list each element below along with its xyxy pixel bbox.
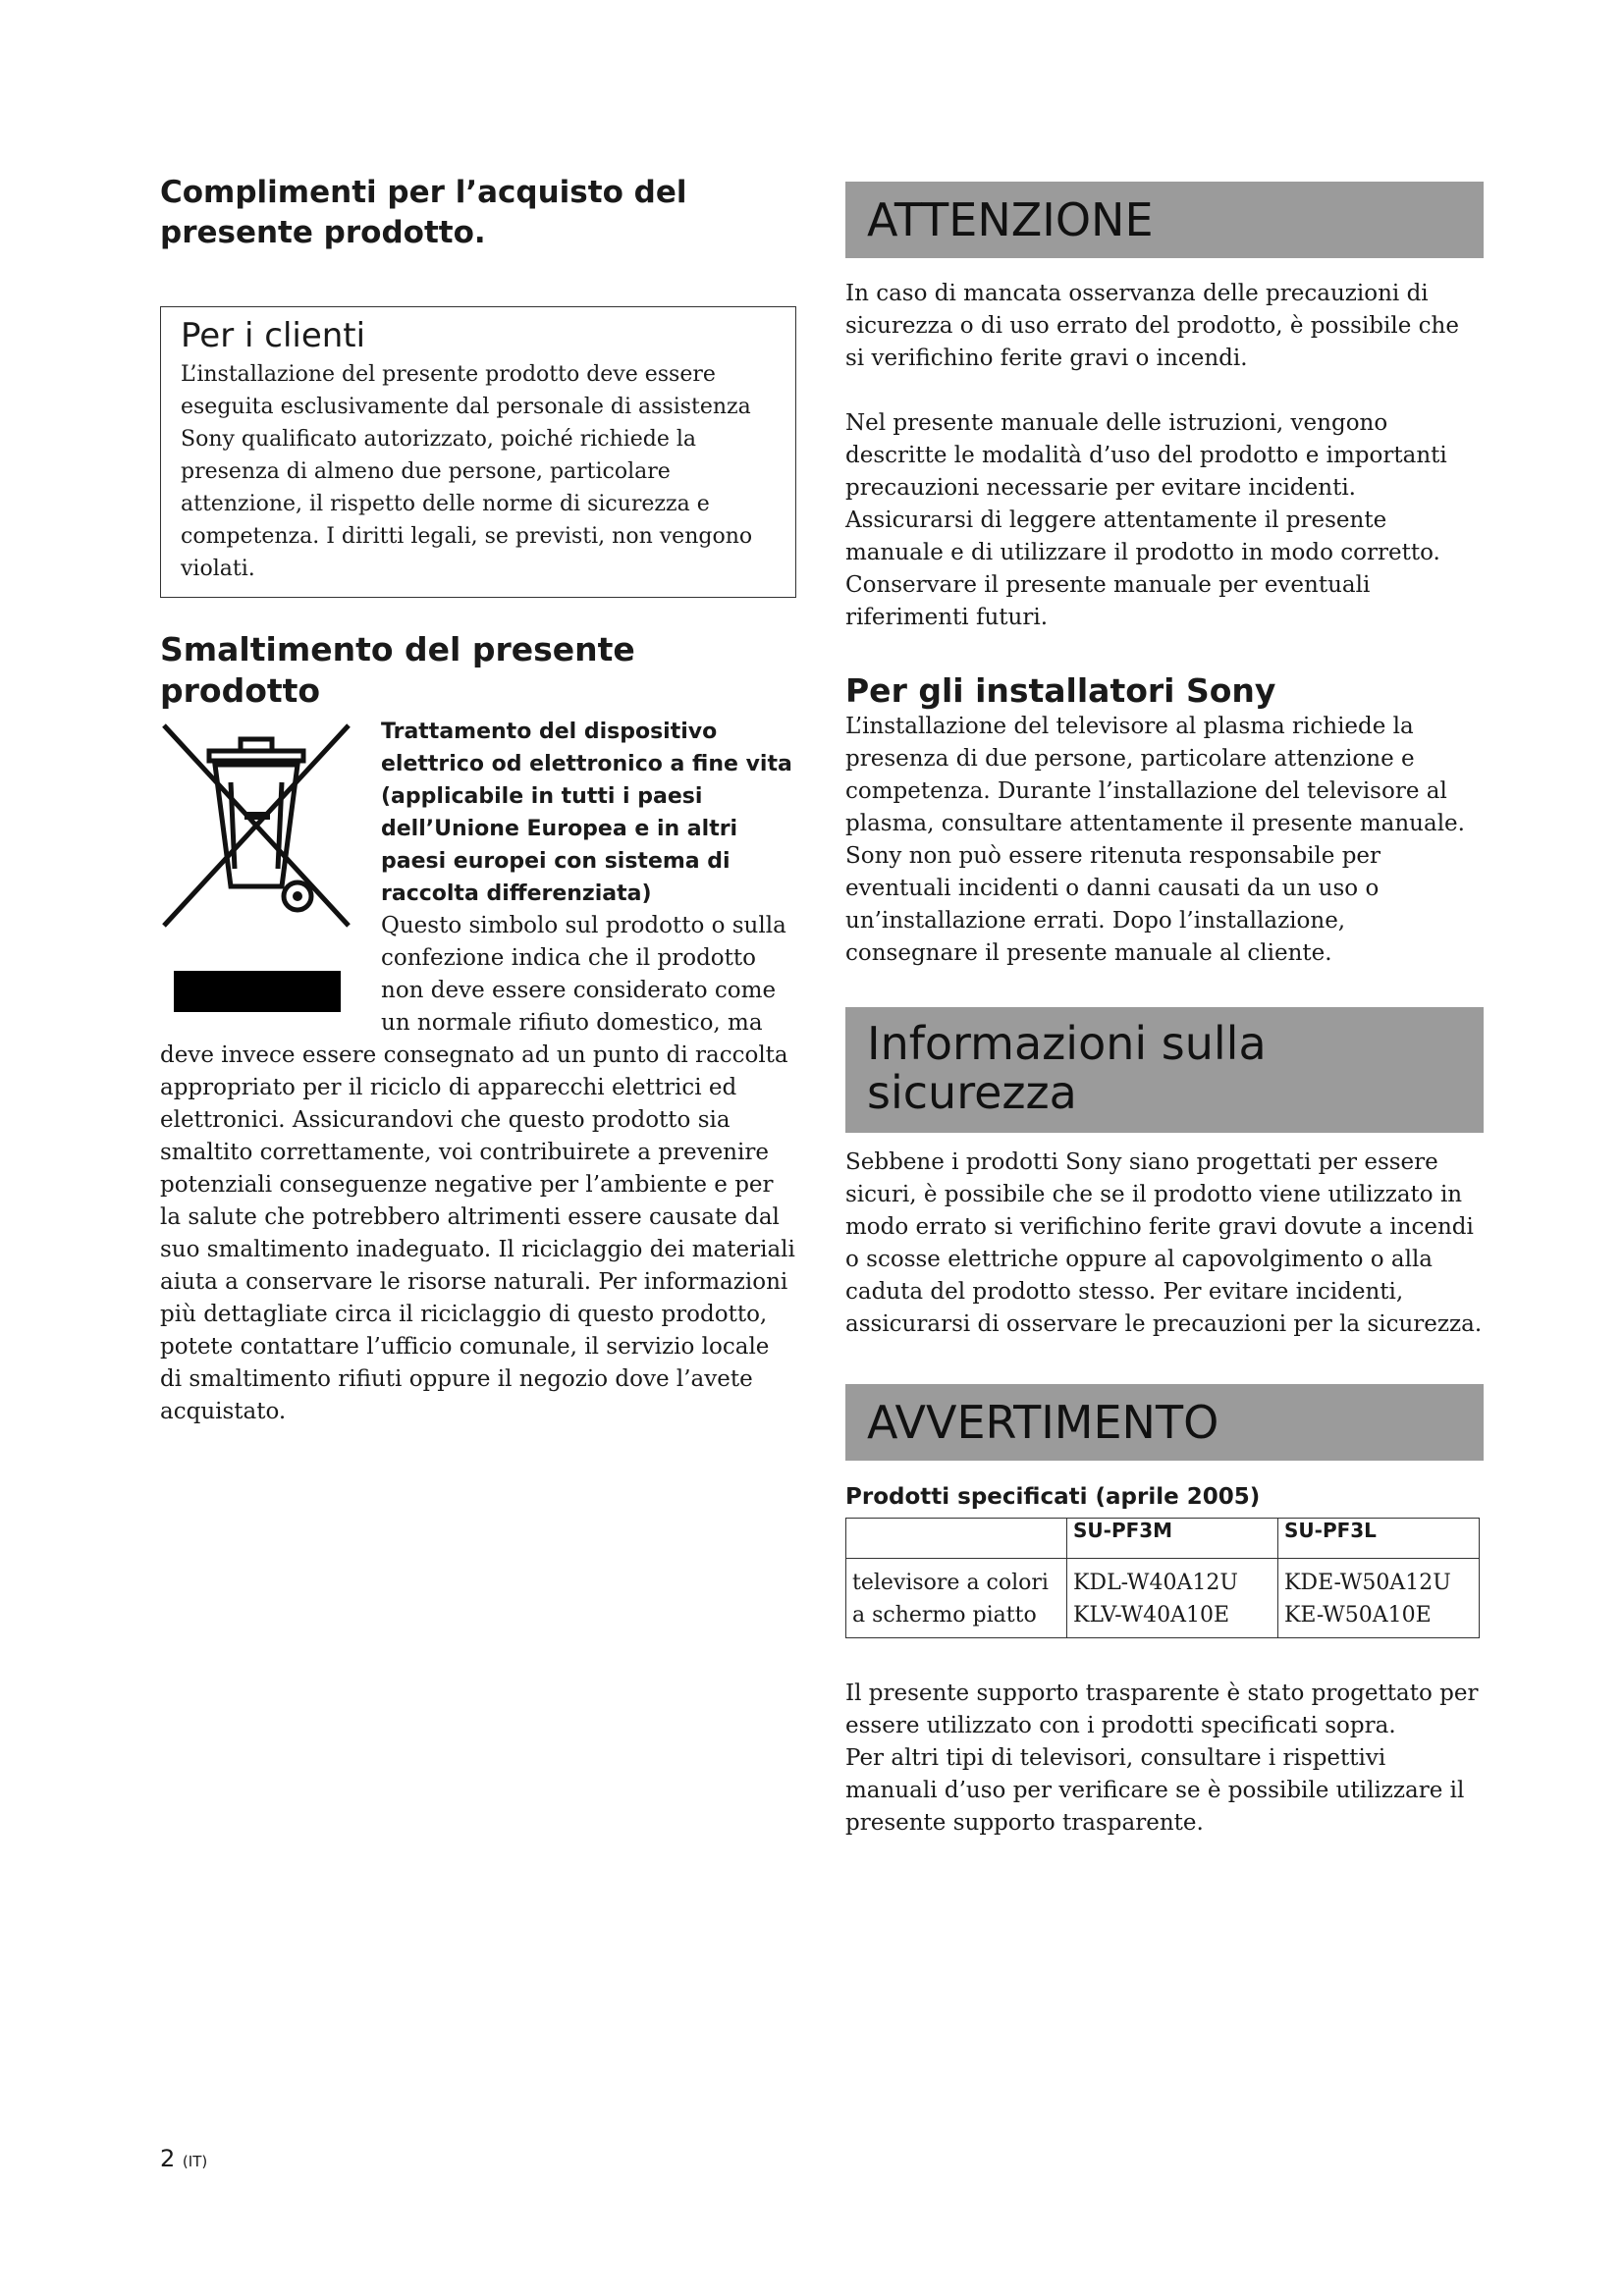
disposal-text-rest: deve invece essere consegnato ad un punto di raccolta appropriato per il riciclo di apparecchi elettrici ed elettronici. Assicurandovi che questo prodotto sia smaltito correttamente, voi contribuirete a prevenire potenziali conseguenze negative per l’ambiente e per la salute che potrebbero altrimenti essere causate dal suo smaltimento inadeguato. Il riciclaggio dei materiali aiuta a conservare le risorse naturali. Per informazioni più dettagliate circa il riciclaggio di questo prodotto, potete contattare l’ufficio comunale, il servizio locale di smaltimento rifiuti oppure il negozio dove l’avete acquistato. bbox=[160, 1042, 795, 1424]
table-cell-pf3l bbox=[1278, 1559, 1480, 1638]
model-ke: KE-W50A10E bbox=[1284, 1603, 1432, 1628]
row-label-1: televisore a colori bbox=[852, 1571, 1049, 1595]
right-column bbox=[845, 182, 1484, 1840]
safety-text: Sebbene i prodotti Sony siano progettati per essere sicuri, è possibile che se il prodotto viene utilizzato in modo errato si verifichino ferite gravi dovute a incendi o scosse elettriche oppure al capovolgimento o alla caduta del prodotto stesso. Per evitare incidenti, assicurarsi di osservare le precauzioni per la sicurezza. bbox=[845, 1149, 1483, 1337]
disposal-line-3: non deve essere considerato come bbox=[381, 978, 777, 1003]
safety-banner bbox=[845, 1007, 1484, 1133]
table-header-empty bbox=[846, 1519, 1067, 1559]
page-number-value: 2 bbox=[160, 2145, 176, 2172]
installers-heading: Per gli installatori Sony bbox=[845, 671, 1276, 710]
crossed-bin-icon bbox=[160, 721, 352, 930]
page-title: Complimenti per l’acquisto del presente prodotto. bbox=[160, 175, 687, 250]
disposal-subheading: Trattamento del dispositivo elettrico od elettronico a fine vita (applicabile in tutti i paesi dell’Unione Europea e in altri paesi europei con sistema di raccolta differenziata) bbox=[381, 720, 792, 906]
warning-banner-title: AVVERTIMENTO bbox=[867, 1396, 1219, 1449]
page-lang: (IT) bbox=[182, 2153, 208, 2170]
table-cell-pf3m bbox=[1067, 1559, 1278, 1638]
spec-table bbox=[845, 1518, 1480, 1638]
black-bar bbox=[174, 971, 341, 1012]
disposal-line-4: un normale rifiuto domestico, ma bbox=[381, 1010, 763, 1036]
attention-banner-title: ATTENZIONE bbox=[867, 193, 1154, 246]
row-label-2: a schermo piatto bbox=[852, 1603, 1037, 1628]
customers-box bbox=[160, 306, 796, 598]
disposal-section bbox=[160, 716, 796, 1428]
attention-banner bbox=[845, 182, 1484, 258]
left-column bbox=[160, 173, 796, 1428]
safety-banner-title-1: Informazioni sulla bbox=[867, 1017, 1267, 1070]
warning-banner bbox=[845, 1384, 1484, 1461]
disposal-heading: Smaltimento del presente prodotto bbox=[160, 630, 635, 710]
model-klv: KLV-W40A10E bbox=[1073, 1603, 1230, 1628]
safety-banner-title-2: sicurezza bbox=[867, 1066, 1077, 1119]
installers-text: L’installazione del televisore al plasma richiede la presenza di due persone, particolare attenzione e competenza. Durante l’installazione del televisore al plasma, consultare attentamente il presente manuale. Sony non può essere ritenuta responsabile per eventuali incidenti o danni causati da un uso o un’installazione errati. Dopo l’installazione, consegnare il presente manuale al cliente. bbox=[845, 714, 1465, 966]
disposal-line-1: Questo simbolo sul prodotto o sulla bbox=[381, 913, 786, 938]
model-kdl: KDL-W40A12U bbox=[1073, 1571, 1238, 1595]
customers-heading: Per i clienti bbox=[181, 316, 366, 355]
warning-text-2: Per altri tipi di televisori, consultare i rispettivi manuali d’uso per verificare se è possibile utilizzare il presente supporto trasparente. bbox=[845, 1745, 1465, 1836]
attention-text-2: Nel presente manuale delle istruzioni, vengono descritte le modalità d’uso del prodotto e importanti precauzioni necessarie per evitare incidenti. Assicurarsi di leggere attentamente il presente manuale e di utilizzare il prodotto in modo corretto. Conservare il presente manuale per eventuali riferimenti futuri. bbox=[845, 410, 1447, 630]
disposal-line-2: confezione indica che il prodotto bbox=[381, 945, 756, 971]
attention-text-1: In caso di mancata osservanza delle precauzioni di sicurezza o di uso errato del prodotto, è possibile che si verifichino ferite gravi o incendi. bbox=[845, 281, 1459, 371]
spec-table-caption: Prodotti specificati (aprile 2005) bbox=[845, 1484, 1261, 1510]
customers-text: L’installazione del presente prodotto deve essere eseguita esclusivamente dal personale di assistenza Sony qualificato autorizzato, poiché richiede la presenza di almeno due persone, particolare attenzione, il rispetto delle norme di sicurezza e competenza. I diritti legali, se previsti, non vengono violati. bbox=[181, 362, 753, 581]
model-kde: KDE-W50A12U bbox=[1284, 1571, 1451, 1595]
table-row bbox=[846, 1519, 1480, 1559]
warning-text-1: Il presente supporto trasparente è stato progettato per essere utilizzato con i prodotti specificati sopra. bbox=[845, 1681, 1479, 1738]
page-number bbox=[160, 2145, 207, 2172]
table-header-pf3m: SU-PF3M bbox=[1067, 1519, 1278, 1559]
table-row bbox=[846, 1559, 1480, 1638]
table-header-pf3l: SU-PF3L bbox=[1278, 1519, 1480, 1559]
table-cell-label bbox=[846, 1559, 1067, 1638]
